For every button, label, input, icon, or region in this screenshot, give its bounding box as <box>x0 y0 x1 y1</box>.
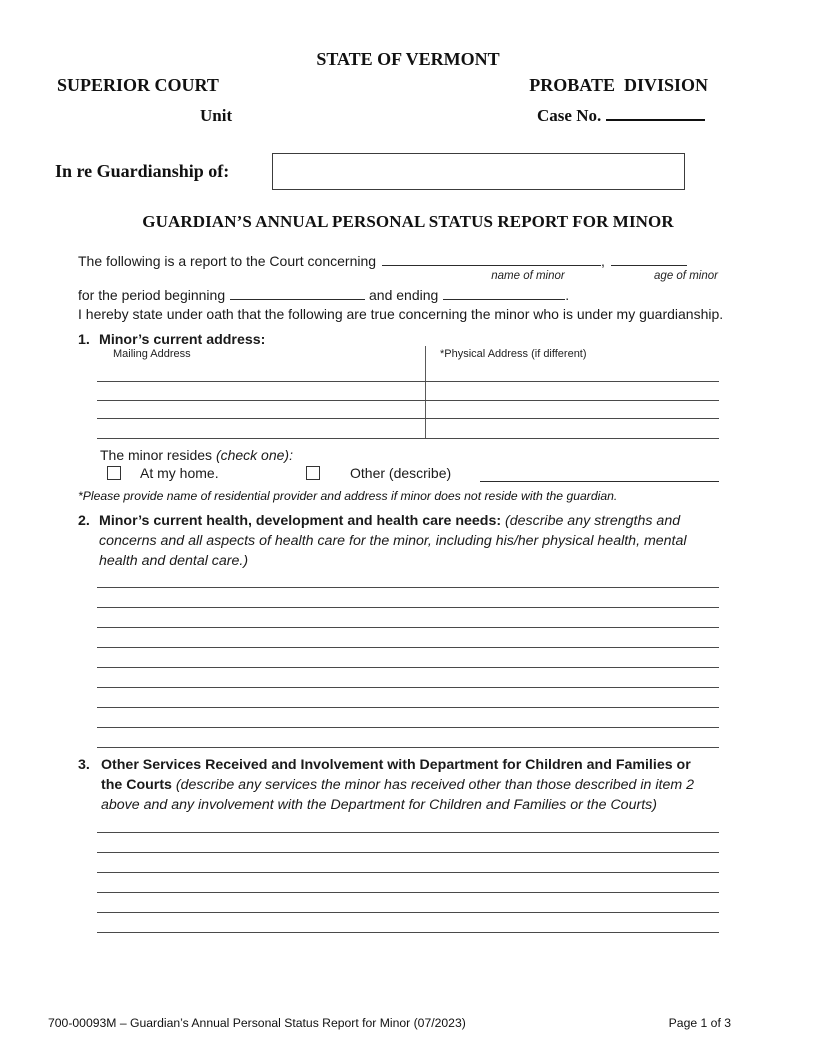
writing-line[interactable] <box>97 912 719 932</box>
intro-comma: , <box>601 253 605 269</box>
page-footer <box>48 1016 731 1030</box>
section3-number: 3. <box>78 757 90 773</box>
writing-line[interactable] <box>97 707 719 727</box>
writing-line[interactable] <box>97 932 719 952</box>
other-label: Other (describe) <box>350 465 452 481</box>
case-number-row <box>537 106 705 126</box>
court-division-row <box>57 75 708 96</box>
age-of-minor-blank-line[interactable] <box>611 265 687 266</box>
section2-writing-lines <box>97 587 719 767</box>
section3-heading-row <box>78 755 703 815</box>
writing-line[interactable] <box>97 667 719 687</box>
other-describe-blank-line[interactable] <box>480 469 719 482</box>
age-of-minor-caption: age of minor <box>654 270 718 282</box>
case-no-blank-line[interactable] <box>606 119 705 121</box>
section2-heading-row <box>78 511 715 571</box>
section3-heading-bold: Other Services Received and Involvement with Department for Children and Families or the Courts <box>101 757 691 793</box>
writing-line[interactable] <box>97 872 719 892</box>
address-table <box>97 346 719 439</box>
address-write-line[interactable] <box>97 418 719 419</box>
section2-heading-italic: (describe any strengths and concerns and all aspects of health care for the minor, including his/her physical health, mental health and dental care.) <box>99 513 687 569</box>
case-no-label: Case No. <box>537 106 602 125</box>
state-title: STATE OF VERMONT <box>316 49 500 69</box>
section2-number: 2. <box>78 513 90 529</box>
writing-line[interactable] <box>97 832 719 852</box>
superior-court-label: SUPERIOR COURT <box>57 75 219 95</box>
writing-line[interactable] <box>97 727 719 747</box>
resides-label <box>100 447 293 463</box>
writing-line[interactable] <box>97 647 719 667</box>
residential-provider-note: *Please provide name of residential provider and address if minor does not reside with the guardian. <box>78 489 618 503</box>
intro-period: . <box>565 287 570 303</box>
section3-heading <box>101 755 701 815</box>
writing-line[interactable] <box>97 852 719 872</box>
in-re-guardianship-label: In re Guardianship of: <box>55 161 230 181</box>
at-home-label: At my home. <box>140 465 219 481</box>
period-beginning-text: for the period beginning <box>78 287 226 303</box>
guardianship-name-box[interactable] <box>272 153 685 190</box>
oath-statement: I hereby state under oath that the following are true concerning the minor who is under my guardianship. <box>78 306 724 322</box>
physical-address-label: *Physical Address (if different) <box>440 348 587 360</box>
probate-division-label: PROBATE DIVISION <box>529 75 708 95</box>
form-title: GUARDIAN’S ANNUAL PERSONAL STATUS REPORT FOR MINOR <box>142 212 674 231</box>
intro-line1-text: The following is a report to the Court concerning <box>78 253 377 269</box>
section2-heading-bold: Minor’s current health, development and health care needs: <box>99 513 506 529</box>
period-beginning-blank-line[interactable] <box>230 299 365 300</box>
name-of-minor-caption: name of minor <box>491 270 565 282</box>
section3-writing-lines <box>97 832 719 952</box>
section2-heading <box>99 511 713 571</box>
footer-page-number: Page 1 of 3 <box>668 1016 731 1030</box>
footer-form-number: 700-00093M – Guardian’s Annual Personal Status Report for Minor (07/2023) <box>48 1016 466 1030</box>
resides-check-one-text: (check one): <box>215 447 293 463</box>
writing-line[interactable] <box>97 687 719 707</box>
address-write-line[interactable] <box>97 400 719 401</box>
address-table-divider <box>425 346 426 439</box>
mailing-address-label: Mailing Address <box>113 348 191 360</box>
other-checkbox[interactable] <box>306 466 320 480</box>
unit-label: Unit <box>200 106 233 125</box>
resides-text: The minor resides <box>100 447 216 463</box>
name-of-minor-blank-line[interactable] <box>382 265 601 266</box>
address-write-line[interactable] <box>97 438 719 439</box>
intro-line2 <box>78 287 569 303</box>
writing-line[interactable] <box>97 892 719 912</box>
address-write-line[interactable] <box>97 381 719 382</box>
intro-line1 <box>78 253 687 269</box>
writing-line[interactable] <box>97 587 719 607</box>
section1-number: 1. <box>78 332 90 348</box>
writing-line[interactable] <box>97 607 719 627</box>
writing-line[interactable] <box>97 627 719 647</box>
section1-heading: Minor’s current address: <box>99 332 266 348</box>
period-ending-text: and ending <box>369 287 439 303</box>
period-ending-blank-line[interactable] <box>443 299 565 300</box>
at-home-checkbox[interactable] <box>107 466 121 480</box>
section3-heading-italic: (describe any services the minor has received other than those described in item 2 above and any involvement with the Department for Children and Families or the Courts) <box>101 777 694 813</box>
